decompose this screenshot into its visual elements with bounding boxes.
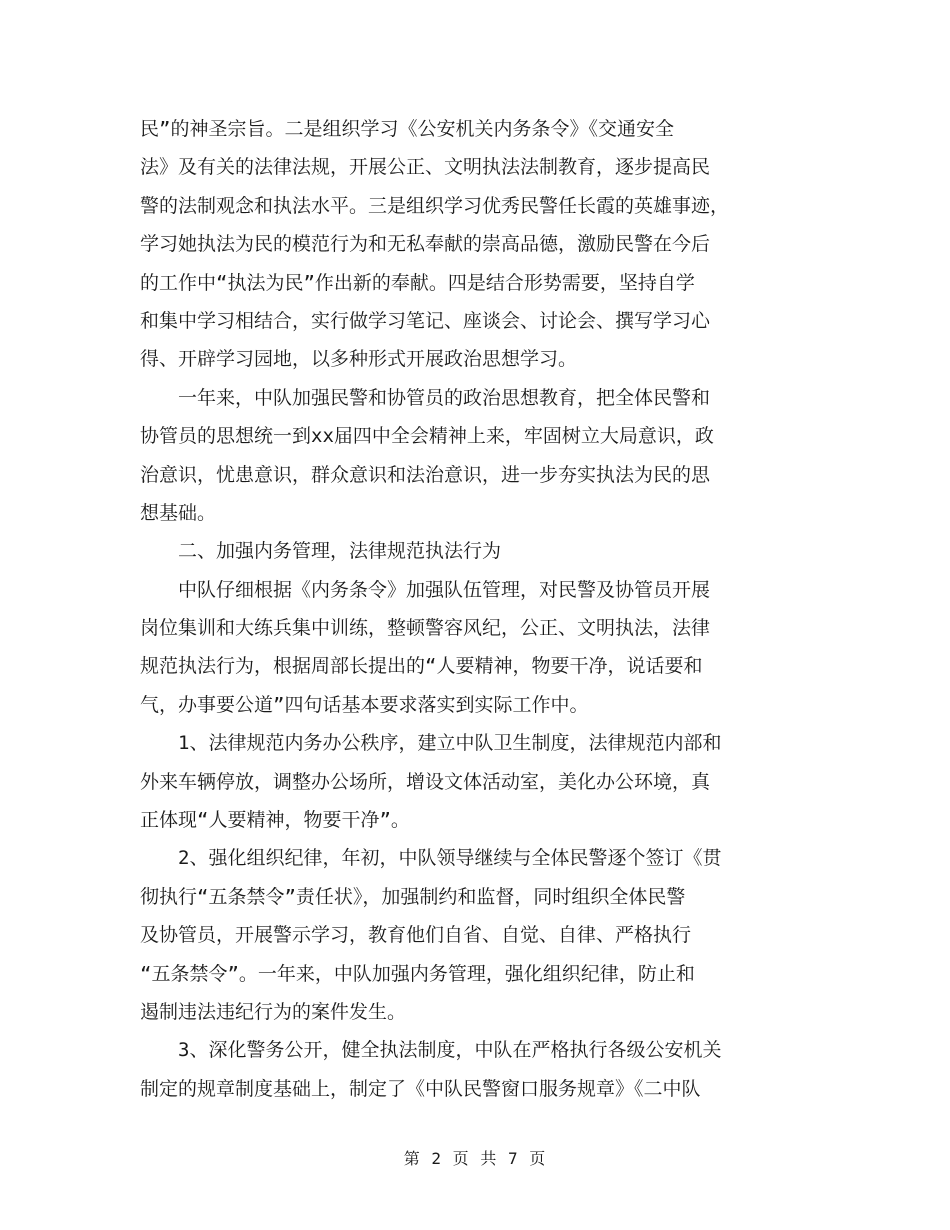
text-line: 制定的规章制度基础上，制定了《中队民警窗口服务规章》《二中队 [140,1077,701,1100]
section-heading: 二、加强内务管理，法律规范执法行为 [140,540,502,563]
text-line: 得、开辟学习园地，以多种形式开展政治思想学习。 [140,348,578,371]
text-line: 规范执法行为，根据周部长提出的“人要精神，物要干净，说话要和 [140,655,703,678]
text-line: 3、深化警务公开，健全执法制度，中队在严格执行各级公安机关 [140,1039,722,1062]
page-number: 第 2 页 共 7 页 [403,1149,547,1168]
text-line: 及协管员，开展警示学习，教育他们自省、自觉、自律、严格执行 [140,924,692,947]
text-line: “五条禁令”。一年来，中队加强内务管理，强化组织纪律，防止和 [140,962,695,985]
text-line: 彻执行“五条禁令”责任状》，加强制约和监督，同时组织全体民警 [140,885,686,908]
text-line: 正体现“人要精神，物要干净”。 [140,809,410,832]
body-text [140,110,820,1108]
text-line: 中队仔细根据《内务条令》加强队伍管理，对民警及协管员开展 [140,578,711,601]
text-line: 想基础。 [140,501,217,524]
text-line: 法》及有关的法律法规，开展公正、文明执法法制教育，逐步提高民 [140,156,711,179]
text-line: 民”的神圣宗旨。二是组织学习《公安机关内务条令》《交通安全 [140,118,674,140]
text-line: 协管员的思想统一到xx届四中全会精神上来，牢固树立大局意识，政 [140,425,714,448]
text-line: 2、强化组织纪律，年初，中队领导继续与全体民警逐个签订《贯 [140,847,722,870]
text-line: 一年来，中队加强民警和协管员的政治思想教育，把全体民警和 [140,386,711,409]
text-line: 遏制违法违纪行为的案件发生。 [140,1000,407,1023]
text-line: 警的法制观念和执法水平。三是组织学习优秀民警任长霞的英雄事迹， [140,194,730,217]
text-line: 学习她执法为民的模范行为和无私奉献的崇高品德，激励民警在今后 [140,233,711,256]
text-line: 气，办事要公道”四句话基本要求落实到实际工作中。 [140,693,589,716]
text-line: 和集中学习相结合，实行做学习笔记、座谈会、讨论会、撰写学习心 [140,309,711,332]
text-line: 1、法律规范内务办公秩序，建立中队卫生制度，法律规范内部和 [140,732,722,755]
text-line: 外来车辆停放，调整办公场所，增设文体活动室，美化办公环境，真 [140,770,711,793]
text-line: 岗位集训和大练兵集中训练，整顿警容风纪，公正、文明执法，法律 [140,617,711,640]
text-line: 的工作中“执法为民”作出新的奉献。四是结合形势需要，坚持自学 [140,271,695,294]
text-line: 治意识，忧患意识，群众意识和法治意识，进一步夯实执法为民的思 [140,463,711,486]
